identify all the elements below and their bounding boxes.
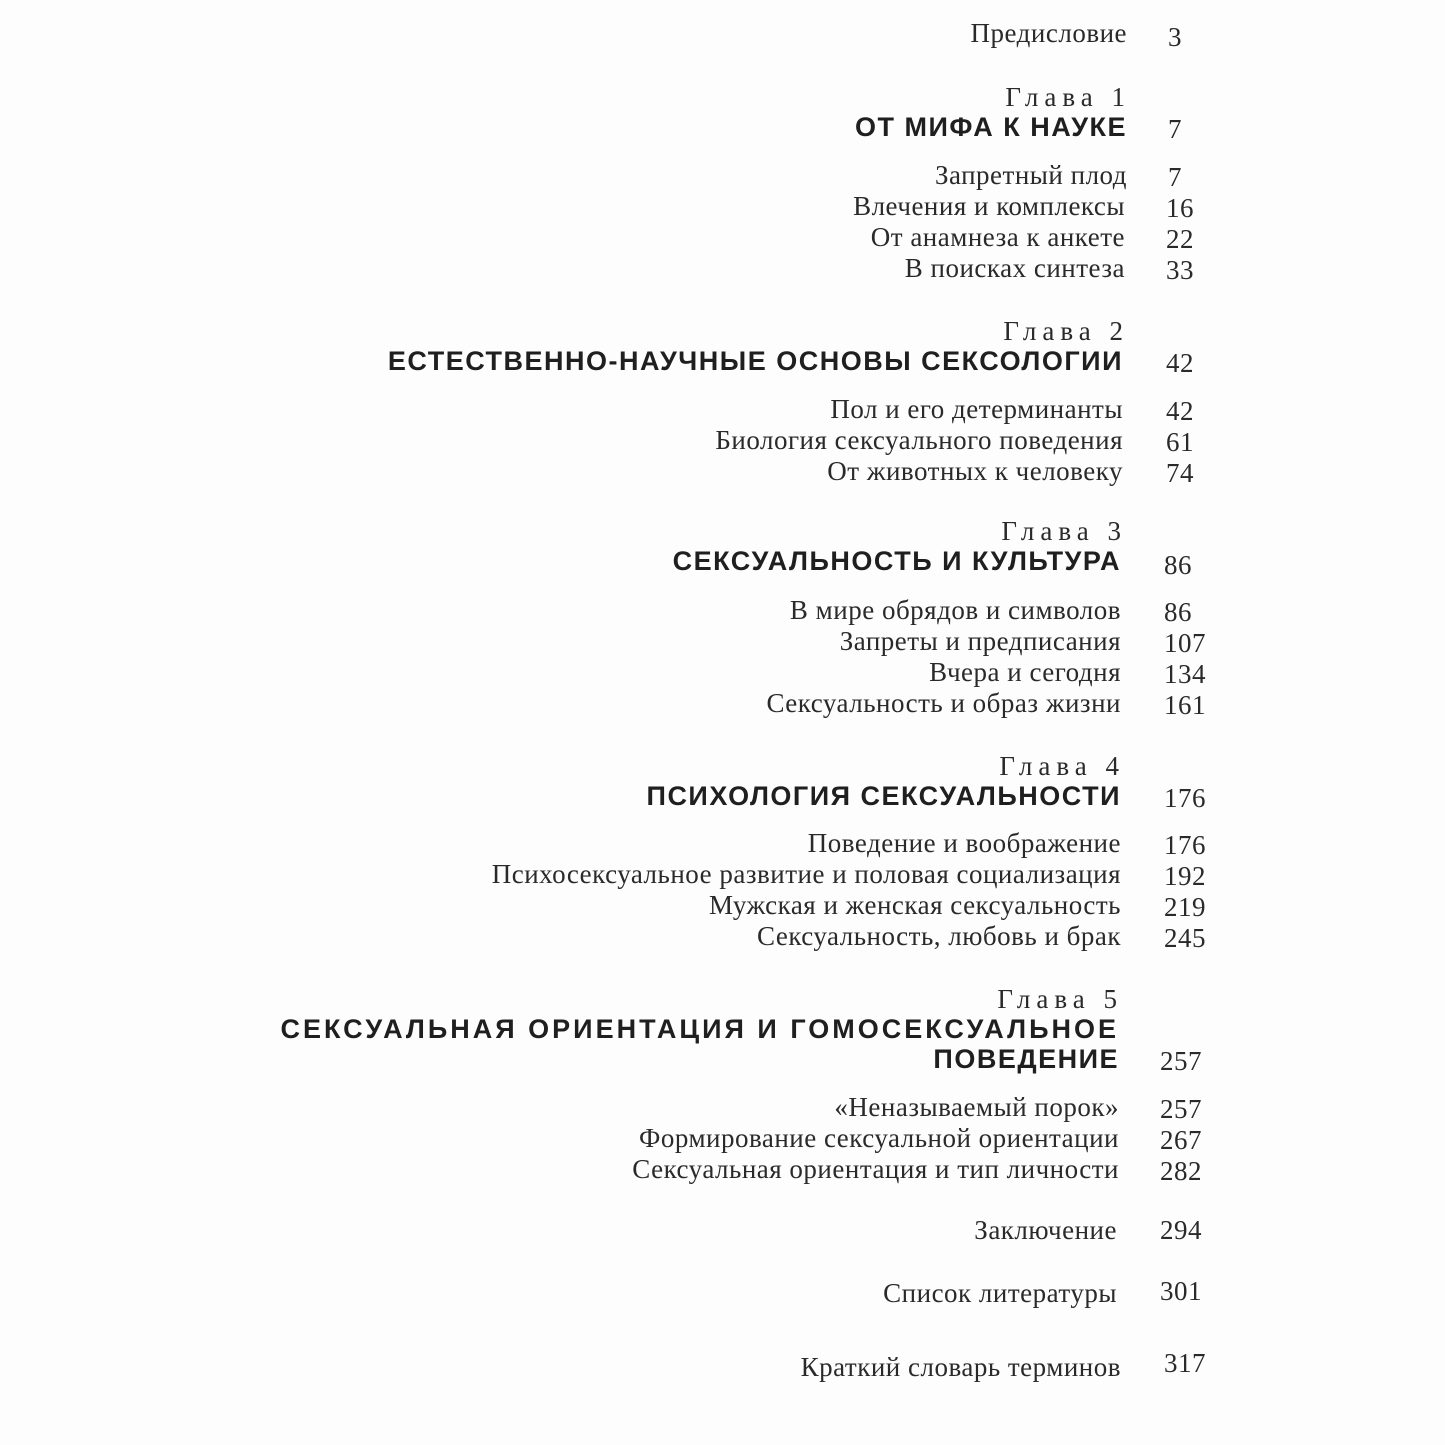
toc-page-number: 107: [1164, 628, 1206, 658]
chapter-title: ПСИХОЛОГИЯ СЕКСУАЛЬНОСТИ: [646, 781, 1121, 811]
toc-entry-section: От анамнеза к анкете: [870, 222, 1125, 252]
chapter-heading: Глава 1: [1005, 82, 1131, 112]
toc-page-number: 301: [1160, 1276, 1202, 1306]
toc-page-number: 42: [1166, 348, 1194, 378]
toc-page-number: 161: [1164, 690, 1206, 720]
chapter-title: СЕКСУАЛЬНОСТЬ И КУЛЬТУРА: [672, 546, 1121, 576]
toc-page-number: 3: [1168, 22, 1182, 52]
toc-page-number: 176: [1164, 830, 1206, 860]
toc-entry-section: Поведение и воображение: [807, 828, 1121, 858]
chapter-title: СЕКСУАЛЬНАЯ ОРИЕНТАЦИЯ И ГОМОСЕКСУАЛЬНОЕ: [280, 1014, 1119, 1044]
toc-page-number: 134: [1164, 659, 1206, 689]
toc-entry-bibliography: Список литературы: [883, 1278, 1117, 1308]
toc-page-number: 317: [1164, 1348, 1206, 1378]
toc-page-number: 176: [1164, 783, 1206, 813]
toc-page-number: 192: [1164, 861, 1206, 891]
chapter-heading: Глава 4: [999, 751, 1125, 781]
toc-entry-section: Запретный плод: [934, 160, 1127, 190]
toc-page-number: 257: [1160, 1046, 1202, 1076]
toc-entry-section: Влечения и комплексы: [853, 191, 1125, 221]
toc-page-number: 33: [1166, 255, 1194, 285]
toc-entry-glossary: Краткий словарь терминов: [800, 1352, 1121, 1382]
toc-page-number: 74: [1166, 458, 1194, 488]
toc-page-number: 219: [1164, 892, 1206, 922]
toc-page-number: 7: [1168, 114, 1182, 144]
toc-entry-section: Сексуальность, любовь и брак: [757, 921, 1121, 951]
toc-entry-section: Вчера и сегодня: [929, 657, 1121, 687]
toc-page-number: 22: [1166, 224, 1194, 254]
toc-page-number: 257: [1160, 1094, 1202, 1124]
toc-page-number: 86: [1164, 550, 1192, 580]
toc-page-number: 282: [1160, 1156, 1202, 1186]
toc-page-number: 16: [1166, 193, 1194, 223]
toc-entry-conclusion: Заключение: [974, 1215, 1117, 1245]
chapter-title: ЕСТЕСТВЕННО-НАУЧНЫЕ ОСНОВЫ СЕКСОЛОГИИ: [387, 346, 1123, 376]
toc-page-number: 267: [1160, 1125, 1202, 1155]
toc-entry-section: «Неназываемый порок»: [834, 1092, 1119, 1122]
toc-entry-section: В поисках синтеза: [904, 253, 1125, 283]
toc-entry-section: Пол и его детерминанты: [830, 394, 1123, 424]
toc-entry-section: Психосексуальное развитие и половая социализация: [491, 859, 1121, 889]
chapter-heading: Глава 2: [1003, 316, 1129, 346]
toc-entry-section: Биология сексуального поведения: [715, 425, 1123, 455]
toc-entry-preface: Предисловие: [970, 18, 1127, 48]
toc-entry-section: Формирование сексуальной ориентации: [639, 1123, 1119, 1153]
chapter-heading: Глава 5: [997, 984, 1123, 1014]
toc-page-number: 245: [1164, 923, 1206, 953]
toc-entry-section: В мире обрядов и символов: [789, 595, 1121, 625]
toc-entry-section: Сексуальная ориентация и тип личности: [632, 1154, 1119, 1184]
toc-entry-section: Мужская и женская сексуальность: [708, 890, 1121, 920]
toc-page-number: 7: [1168, 162, 1182, 192]
chapter-title-continued: ПОВЕДЕНИЕ: [933, 1044, 1119, 1074]
toc-entry-section: Запреты и предписания: [839, 626, 1121, 656]
chapter-title: ОТ МИФА К НАУКЕ: [855, 112, 1127, 142]
toc-page-number: 294: [1160, 1215, 1202, 1245]
toc-page-number: 61: [1166, 427, 1194, 457]
toc-page-number: 42: [1166, 396, 1194, 426]
toc-entry-section: От животных к человеку: [827, 456, 1123, 486]
toc-entry-section: Сексуальность и образ жизни: [766, 688, 1121, 718]
chapter-heading: Глава 3: [1001, 516, 1127, 546]
toc-page-number: 86: [1164, 597, 1192, 627]
